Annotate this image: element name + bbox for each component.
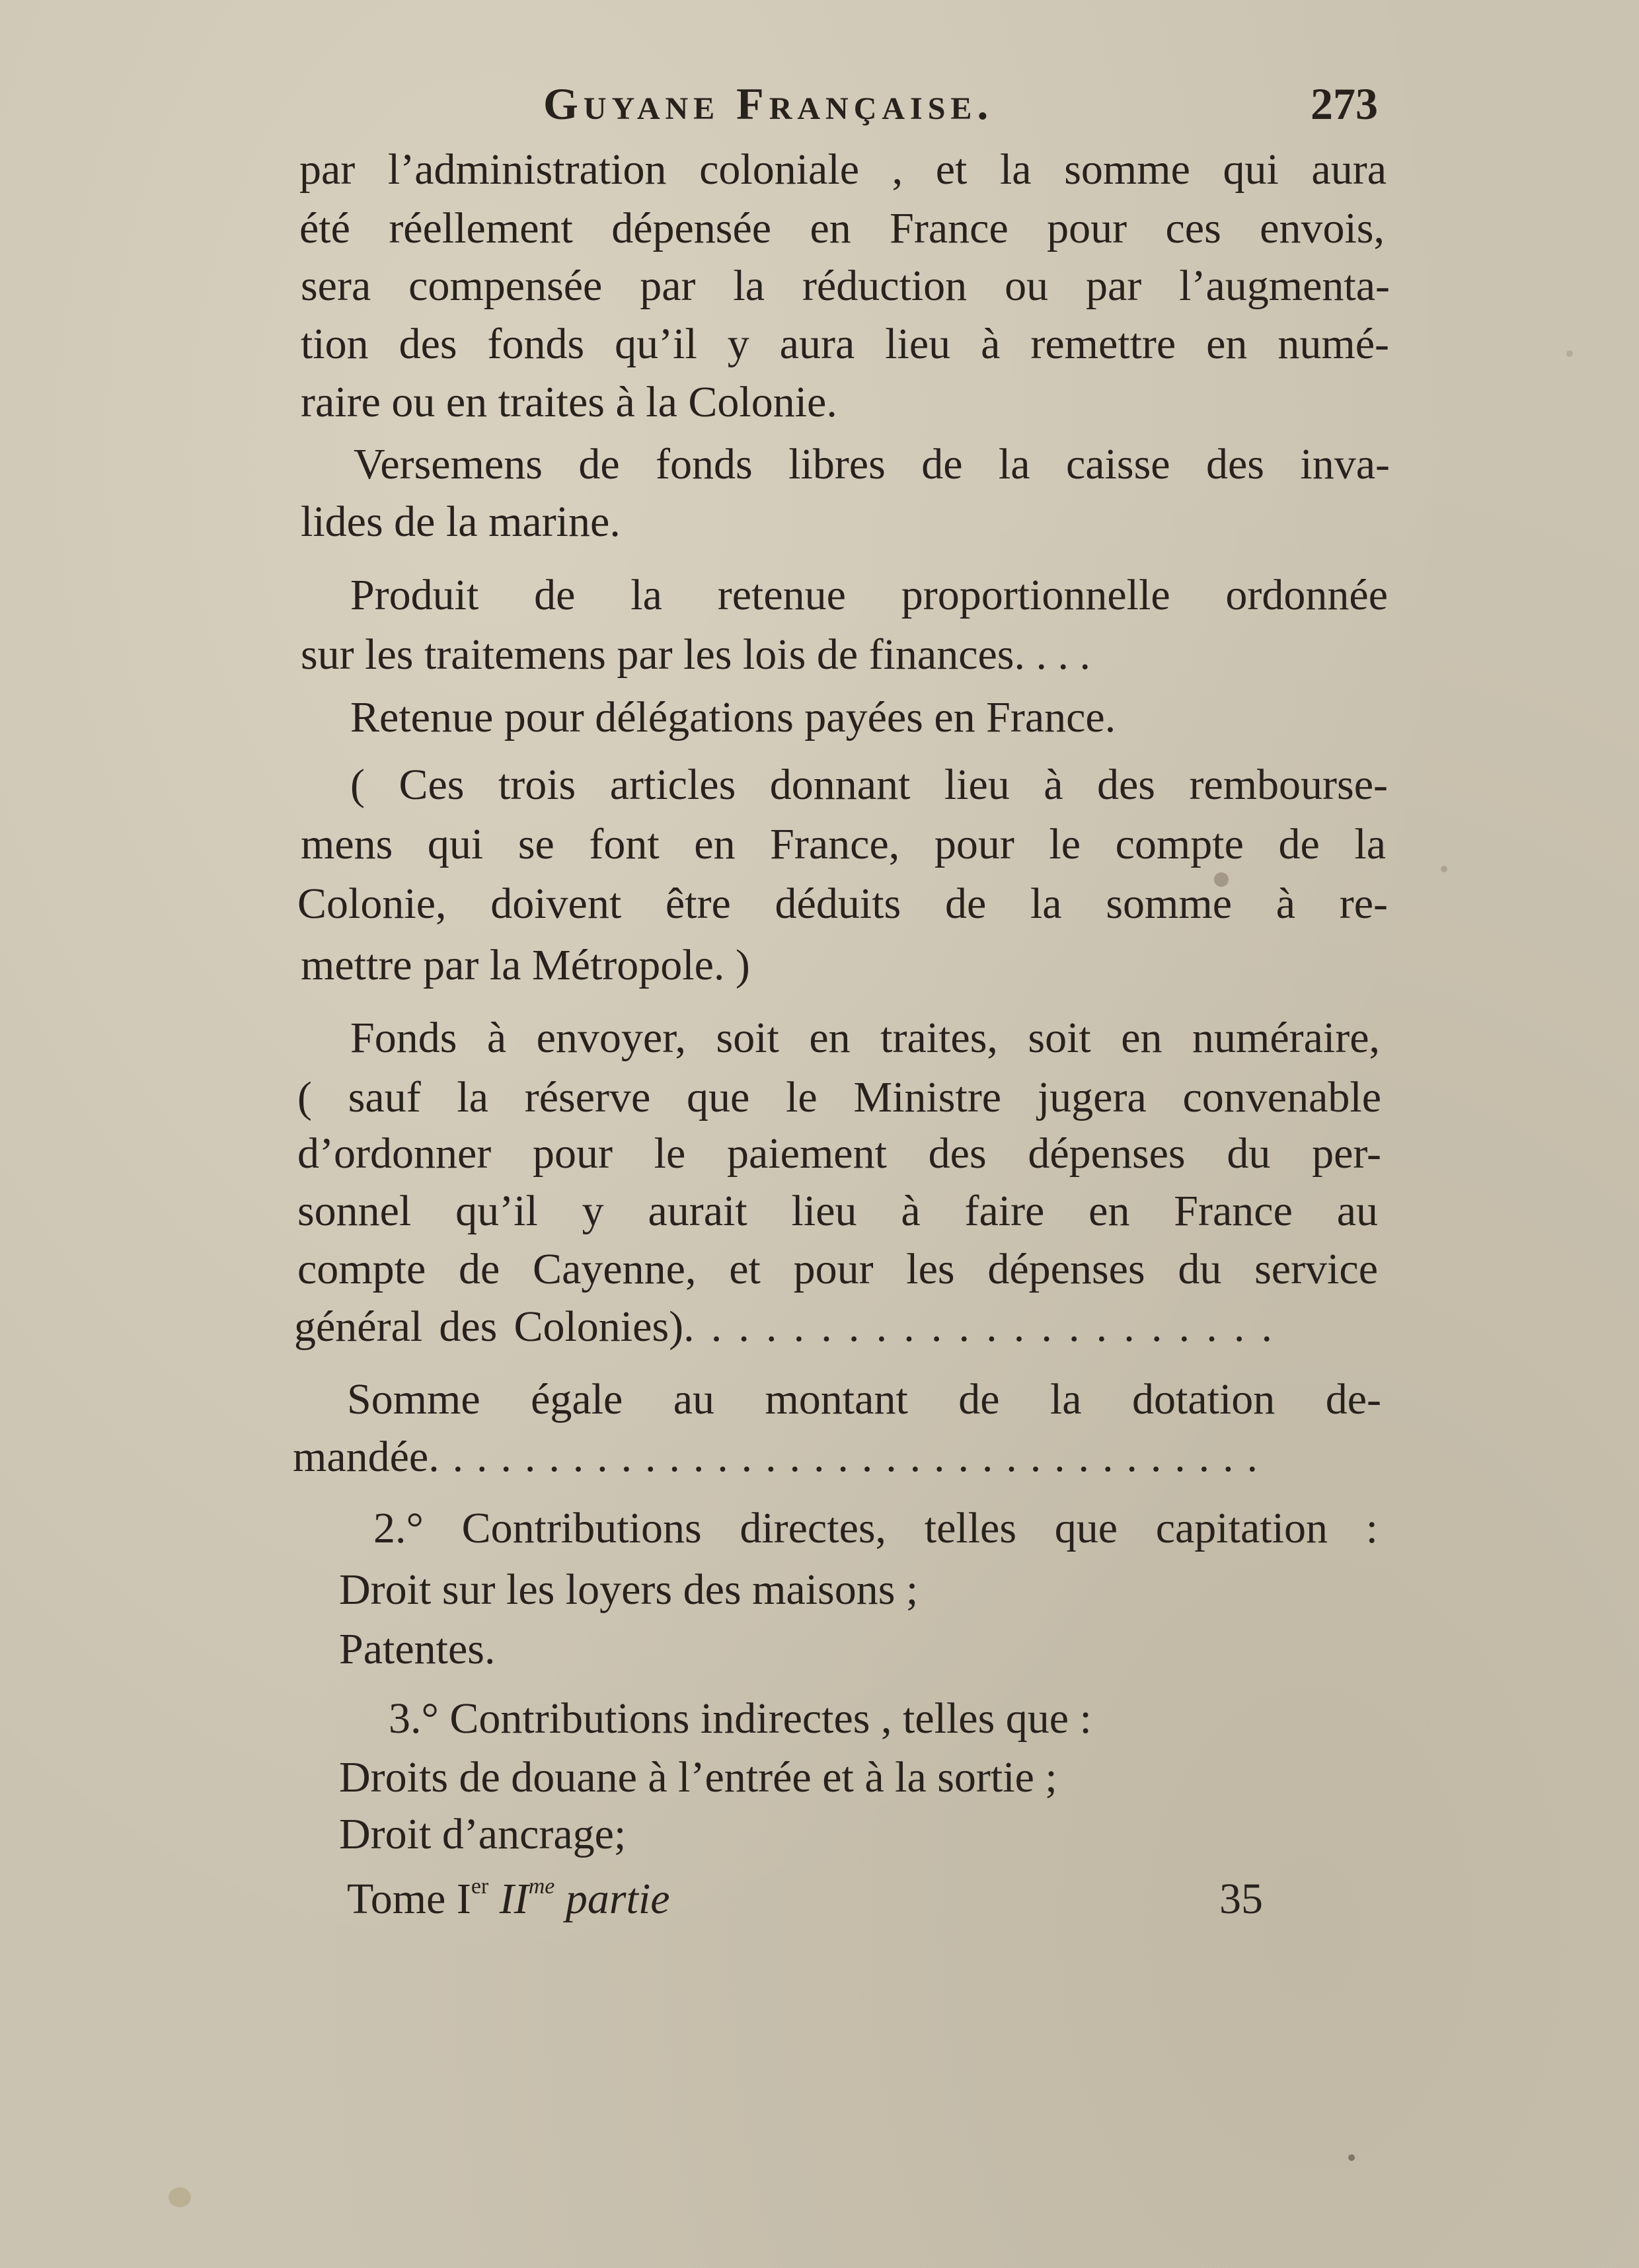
text-line: ( Ces trois articles donnant lieu à des rembourse-: [350, 761, 1388, 809]
text-line: Versemens de fonds libres de la caisse des inva-: [354, 440, 1390, 488]
text-line: sur les traitemens par les lois de finances. . . .: [301, 630, 1090, 679]
text-line: mettre par la Métropole. ): [301, 941, 750, 989]
signature-superscript: er: [471, 1874, 489, 1899]
text-line: Droit sur les loyers des maisons ;: [339, 1566, 919, 1614]
text-line: lides de la marine.: [301, 498, 621, 546]
text-line: 2.° Contributions directes, telles que capitation :: [373, 1504, 1378, 1552]
stain-mark: [1348, 2154, 1355, 2161]
text-line: mandée. . . . . . . . . . . . . . . . . . . . . . . . . . . . . . . . . . .: [293, 1433, 1258, 1481]
stain-mark: [1566, 350, 1573, 357]
text-line: Colonie, doivent être déduits de la somme à re-: [297, 880, 1388, 928]
printer-signature-mark: [347, 1874, 670, 1924]
text-line: par l’administration coloniale , et la somme qui aura: [299, 145, 1387, 194]
text-line: Droits de douane à l’entrée et à la sortie ;: [339, 1753, 1057, 1801]
signature-superscript: me: [528, 1874, 555, 1899]
text-line: général des Colonies). . . . . . . . . . . . . . . . . . . . . .: [294, 1303, 1272, 1351]
text-line: tion des fonds qu’il y aura lieu à remettre en numé-: [301, 320, 1389, 368]
text-line: Retenue pour délégations payées en France.: [350, 693, 1116, 741]
signature-suffix: partie: [565, 1875, 670, 1923]
text-line: compte de Cayenne, et pour les dépenses du service: [297, 1245, 1378, 1293]
text-line: ( sauf la réserve que le Ministre jugera convenable: [297, 1073, 1381, 1121]
text-line: raire ou en traites à la Colonie.: [301, 378, 837, 426]
text-line: sonnel qu’il y aurait lieu à faire en France au: [297, 1187, 1378, 1235]
running-header-title: Guyane Française.: [543, 79, 994, 129]
text-line: Somme égale au montant de la dotation de-: [347, 1375, 1381, 1423]
text-line: Droit d’ancrage;: [339, 1810, 627, 1858]
text-line: mens qui se font en France, pour le compte de la: [301, 820, 1386, 868]
text-line: été réellement dépensée en France pour ces envois,: [299, 204, 1385, 252]
signature-prefix: Tome I: [347, 1875, 471, 1923]
text-line: Produit de la retenue proportionnelle ordonnée: [350, 571, 1388, 619]
text-line: sera compensée par la réduction ou par l’augmenta-: [301, 262, 1390, 310]
stain-mark: [169, 2187, 191, 2207]
text-line: 3.° Contributions indirectes , telles que :: [389, 1694, 1092, 1743]
text-line: Patentes.: [339, 1625, 496, 1673]
signature-number: 35: [1219, 1875, 1263, 1923]
text-line: Fonds à envoyer, soit en traites, soit en numéraire,: [350, 1014, 1380, 1062]
text-line: d’ordonner pour le paiement des dépenses du per-: [297, 1129, 1381, 1178]
signature-roman: II: [499, 1875, 529, 1923]
stain-mark: [1441, 866, 1447, 872]
page-number: 273: [1311, 79, 1378, 129]
